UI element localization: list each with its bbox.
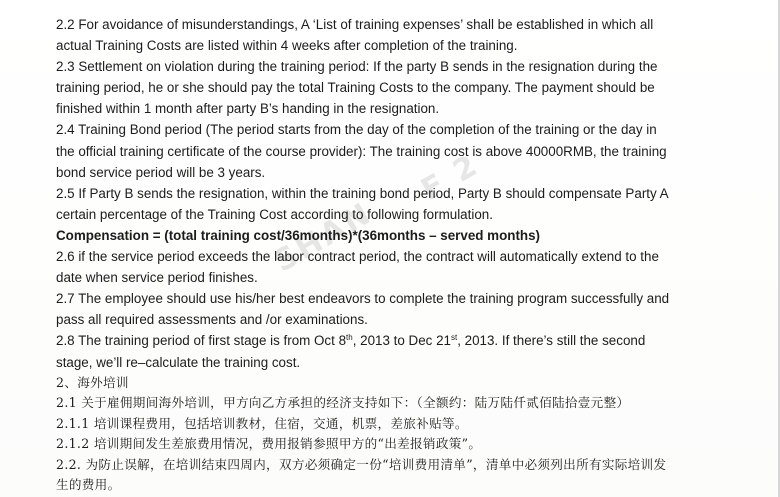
clause-2-5: 2.5 If Party B sends the resignation, within the training bond period, Party B should compensate Party A certain percentage of the Training Cost according to following formulation. [56,185,668,222]
cn-clause-2-2: 2.2. 为防止误解，在培训结束四周内，双方必须确定一份“培训费用清单”，清单中必须列出所有实际培训发生的费用。 [56,456,667,493]
clause-2-2: 2.2 For avoidance of misunderstandings, A ‘List of training expenses’ shall be established in which all actual Training Costs are listed within 4 weeks after completion of the training. [56,17,654,54]
clause-2-4: 2.4 Training Bond period (The period starts from the day of the completion of the training or the day in the official training certificate of the course provider): The training cost is above 40000RMB, the training bond service period will be 3 years. [56,122,667,180]
clause-2-8 [56,330,678,372]
clause-2-6: 2.6 if the service period exceeds the labor contract period, the contract will automatically extend to the date when service period finishes. [56,249,659,286]
cn-clause-2-1-1: 2.1.1 培训课程费用，包括培训教材，住宿，交通，机票，差旅补贴等。 [56,415,468,431]
watermark-text: SHAN [268,195,379,280]
section-heading-overseas-training: 2、海外培训 [56,374,129,390]
cn-clause-2-1-2: 2.1.2 培训期间发生差旅费用情况，费用报销参照甲方的“出差报销政策”。 [56,436,482,452]
document-body [56,14,678,496]
watermark-text: F 2 [415,147,486,208]
clause-2-8-text: , 2013 to Dec 21 [352,333,451,349]
clause-2-8-text: 2.8 The training period of first stage is from Oct 8 [56,333,347,349]
cn-clause-2-1: 2.1 关于雇佣期间海外培训，甲方向乙方承担的经济支持如下：（全额约：陆万陆仟贰佰陆拾壹元整） [56,395,630,411]
ordinal-suffix: th [346,333,353,343]
compensation-formula: Compensation = (total training cost/36months)*(36months – served months) [56,227,540,243]
ordinal-suffix: st [450,333,458,343]
clause-2-8-text: , 2013. If there’s still the second stage, we’ll re–calculate the training cost. [56,333,646,370]
clause-2-3: 2.3 Settlement on violation during the training period: If the party B sends in the resignation during the training period, he or she should pay the total Training Costs to the company. The payment should be finished within 1 month after party B’s handing in the resignation. [56,59,658,117]
clause-2-7: 2.7 The employee should use his/her best endeavors to complete the training program successfully and pass all required assessments and /or examinations. [56,291,670,328]
